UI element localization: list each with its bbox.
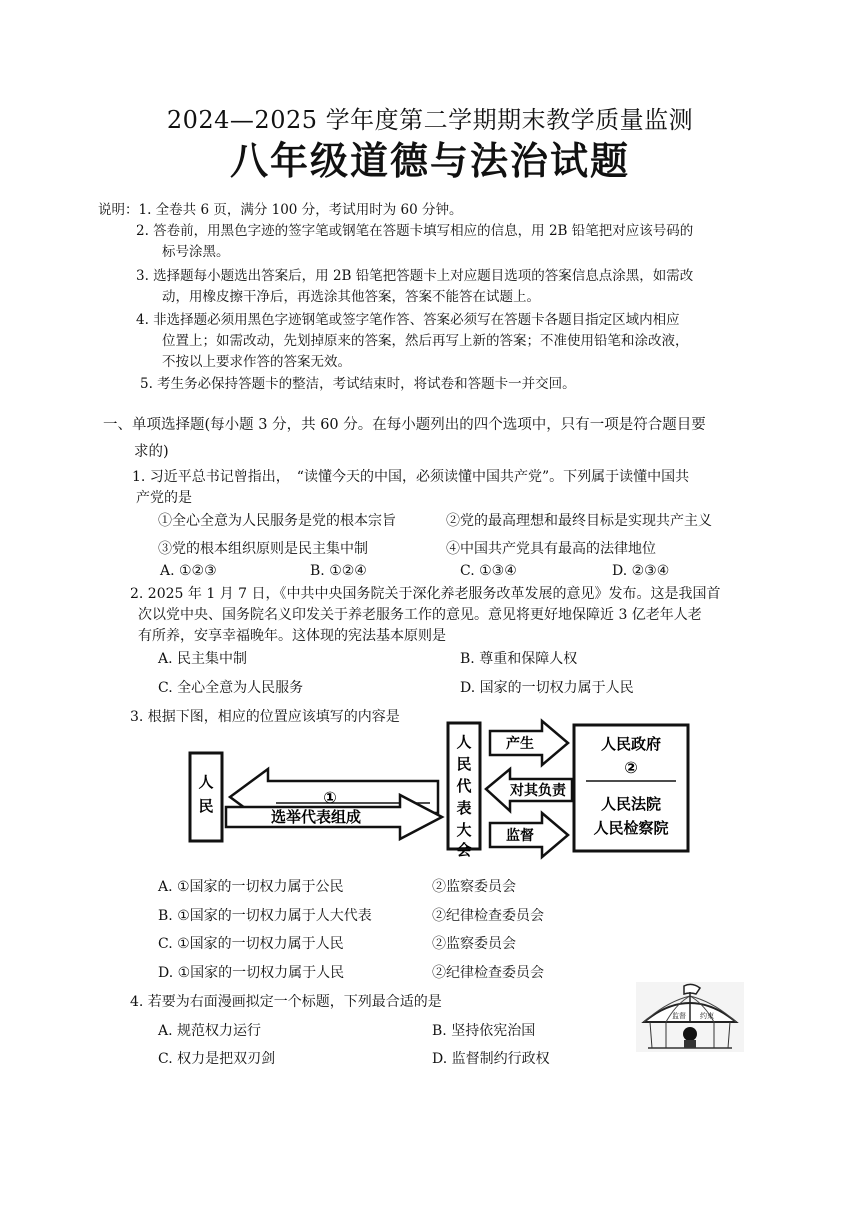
q1-option-d: D. ②③④ bbox=[612, 563, 670, 579]
q1-item-2: ②党的最高理想和最终目标是实现共产主义 bbox=[446, 513, 712, 529]
svg-text:代: 代 bbox=[456, 777, 472, 795]
blank-2-label: ② bbox=[624, 758, 638, 777]
q4-option-a: A. 规范权力运行 bbox=[158, 1023, 262, 1039]
people-label-1: 人 bbox=[198, 773, 214, 791]
q4-option-c: C. 权力是把双刃剑 bbox=[158, 1051, 276, 1067]
note-2b: 标号涂黑。 bbox=[162, 244, 230, 260]
note-4b: 位置上；如需改动，先划掉原来的答案，然后再写上新的答案；不准使用铅笔和涂改液， bbox=[162, 333, 689, 349]
q1-option-a: A. ①②③ bbox=[160, 563, 217, 579]
note-5: 5. 考生务必保持答题卡的整洁，考试结束时，将试卷和答题卡一并交回。 bbox=[140, 376, 576, 392]
q3-stem: 3. 根据下图，相应的位置应该填写的内容是 bbox=[130, 709, 400, 725]
svg-text:大: 大 bbox=[456, 821, 472, 839]
svg-text:民: 民 bbox=[456, 755, 472, 773]
q2-stem-cont-1: 次以党中央、国务院名义印发关于养老服务工作的意见。意见将更好地保障近 3 亿老年人老 bbox=[138, 607, 702, 623]
blank-1-label: ① bbox=[323, 788, 337, 807]
svg-text:会: 会 bbox=[456, 841, 472, 859]
q3-option-c: C. ①国家的一切权力属于人民 bbox=[158, 936, 344, 952]
q1-item-3: ③党的根本组织原则是民主集中制 bbox=[158, 541, 368, 557]
produce-label: 产生 bbox=[506, 736, 534, 752]
q1-stem-cont: 产党的是 bbox=[136, 490, 192, 506]
section-heading: 一、单项选择题(每小题 3 分，共 60 分。在每小题列出的四个选项中，只有一项是符合题目要 bbox=[103, 417, 706, 433]
supervise-label: 监督 bbox=[506, 828, 534, 844]
q2-option-c: C. 全心全意为人民服务 bbox=[158, 680, 304, 696]
section-heading-cont: 求的) bbox=[134, 444, 169, 460]
q1-option-b: B. ①②④ bbox=[310, 563, 367, 579]
q4-stem: 4. 若要为右面漫画拟定一个标题，下列最合适的是 bbox=[130, 994, 442, 1010]
note-3b: 动，用橡皮擦干净后，再选涂其他答案，答案不能答在试题上。 bbox=[162, 289, 540, 305]
svg-text:约束: 约束 bbox=[700, 1012, 714, 1020]
q2-option-a: A. 民主集中制 bbox=[158, 651, 248, 667]
svg-text:人: 人 bbox=[456, 733, 472, 751]
q3-option-b: B. ①国家的一切权力属于人大代表 bbox=[158, 908, 372, 924]
q3-diagram bbox=[180, 715, 700, 863]
people-label-2: 民 bbox=[198, 797, 214, 815]
responsible-label: 对其负责 bbox=[510, 783, 566, 799]
note-1: 说明：1. 全卷共 6 页，满分 100 分，考试用时为 60 分钟。 bbox=[98, 202, 463, 218]
q1-option-c: C. ①③④ bbox=[460, 563, 517, 579]
q2-stem-cont-2: 有所养，安享幸福晚年。这体现的宪法基本原则是 bbox=[138, 628, 446, 644]
q1-item-4: ④中国共产党具有最高的法律地位 bbox=[446, 541, 656, 557]
q3-option-a-2: ②监察委员会 bbox=[432, 879, 516, 895]
procuratorate-label: 人民检察院 bbox=[593, 819, 669, 837]
svg-text:表: 表 bbox=[456, 799, 472, 817]
elect-label: 选举代表组成 bbox=[270, 808, 362, 826]
gov-label: 人民政府 bbox=[600, 735, 662, 753]
q4-option-d: D. 监督制约行政权 bbox=[432, 1051, 550, 1067]
q2-option-d: D. 国家的一切权力属于人民 bbox=[460, 680, 634, 696]
q2-option-b: B. 尊重和保障人权 bbox=[460, 651, 578, 667]
exam-header: 2024—2025 学年度第二学期期末教学质量监测 bbox=[166, 106, 694, 134]
note-2a: 2. 答卷前，用黑色字迹的签字笔或钢笔在答题卡填写相应的信息，用 2B 铅笔把对应该号码的 bbox=[136, 223, 694, 239]
q4-option-b: B. 坚持依宪治国 bbox=[432, 1023, 536, 1039]
note-4a: 4. 非选择题必须用黑色字迹钢笔或签字笔作答、答案必须写在答题卡各题目指定区域内相应 bbox=[136, 312, 680, 328]
q1-item-1: ①全心全意为人民服务是党的根本宗旨 bbox=[158, 513, 396, 529]
q3-option-b-2: ②纪律检查委员会 bbox=[432, 908, 544, 924]
q3-option-d: D. ①国家的一切权力属于人民 bbox=[158, 965, 345, 981]
note-3a: 3. 选择题每小题选出答案后，用 2B 铅笔把答题卡上对应题目选项的答案信息点涂黑，如需改 bbox=[136, 268, 694, 284]
q2-stem: 2. 2025 年 1 月 7 日，《中共中央国务院关于深化养老服务改革发展的意见》发布。这是我国首 bbox=[130, 586, 721, 602]
umbrella-cartoon-icon bbox=[636, 982, 744, 1052]
q1-stem: 1. 习近平总书记曾指出， “读懂今天的中国，必须读懂中国共产党”。下列属于读懂中国共 bbox=[132, 469, 690, 485]
q3-option-a: A. ①国家的一切权力属于公民 bbox=[158, 879, 344, 895]
q3-option-c-2: ②监察委员会 bbox=[432, 936, 516, 952]
court-label: 人民法院 bbox=[600, 795, 662, 813]
svg-text:监督: 监督 bbox=[672, 1012, 686, 1020]
exam-title: 八年级道德与法治试题 bbox=[229, 138, 630, 183]
q3-option-d-2: ②纪律检查委员会 bbox=[432, 965, 544, 981]
note-4c: 不按以上要求作答的答案无效。 bbox=[162, 354, 351, 370]
